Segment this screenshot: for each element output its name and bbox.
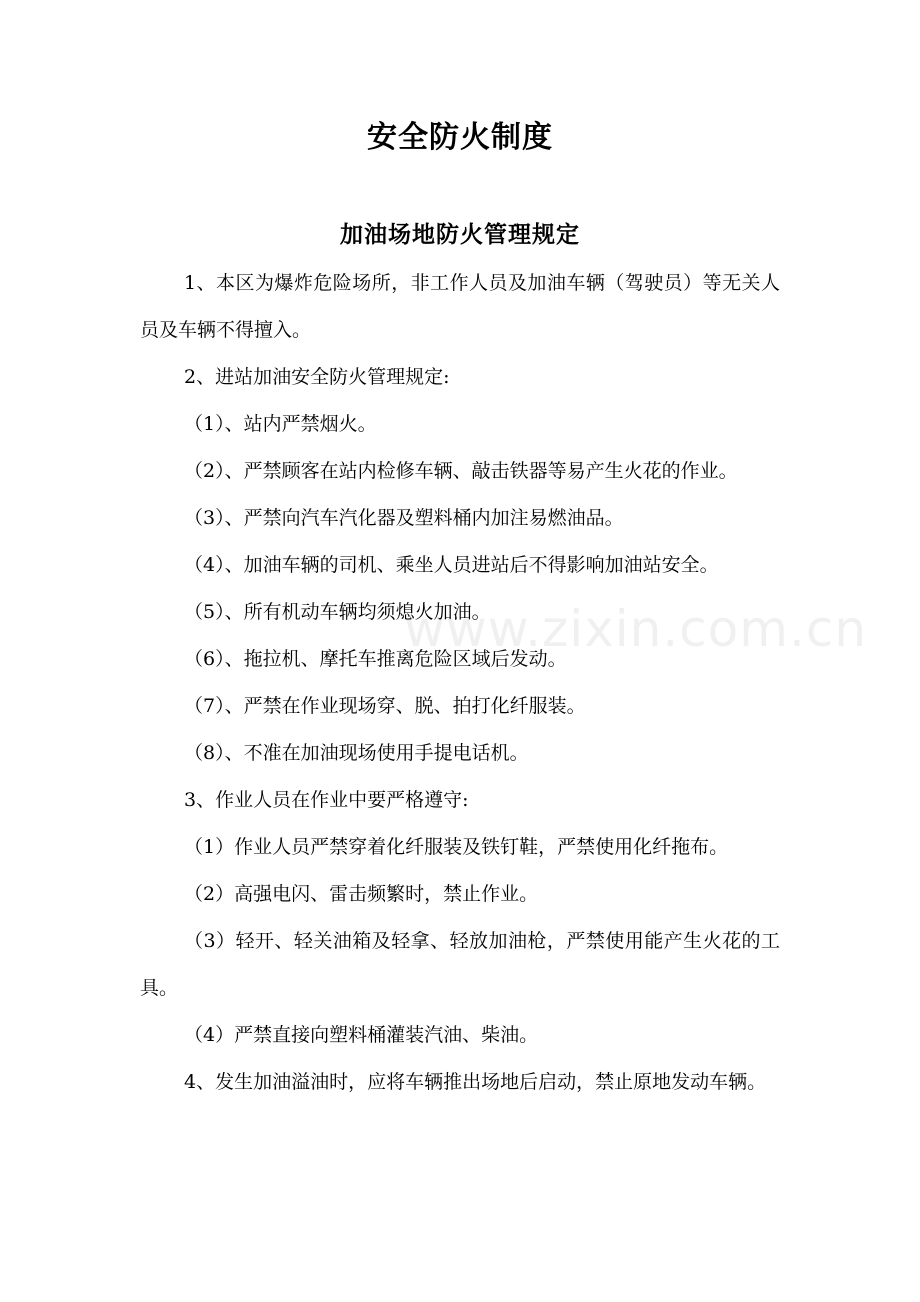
- list-item: （7）、严禁在作业现场穿、脱、拍打化纤服装。: [184, 695, 586, 717]
- list-item: （4）、加油车辆的司机、乘坐人员进站后不得影响加油站安全。: [184, 554, 719, 576]
- list-item: （5）、所有机动车辆均须熄火加油。: [184, 601, 491, 623]
- paragraph-rule-1: 1、本区为爆炸危险场所，非工作人员及加油车辆（驾驶员）等无关人员及车辆不得擅入。: [140, 272, 780, 341]
- watermark: www.zixin.com.cn: [404, 600, 868, 658]
- list-item: （4）严禁直接向塑料桶灌装汽油、柴油。: [184, 1024, 539, 1046]
- list-item: （3）轻开、轻关油箱及轻拿、轻放加油枪，严禁使用能产生火花的工具。: [140, 930, 780, 999]
- paragraph-rule-2: 2、进站加油安全防火管理规定:: [184, 366, 450, 388]
- document-title: 安全防火制度: [367, 120, 553, 155]
- list-item: （1）、站内严禁烟火。: [184, 413, 377, 435]
- document-body: [140, 260, 780, 1106]
- list-item: （2）高强电闪、雷击频繁时，禁止作业。: [184, 883, 539, 905]
- list-item: （6）、拖拉机、摩托车推离危险区域后发动。: [184, 648, 567, 670]
- list-item: （2）、严禁顾客在站内检修车辆、敲击铁器等易产生火花的作业。: [184, 460, 738, 482]
- list-item: （1）作业人员严禁穿着化纤服装及铁钉鞋，严禁使用化纤拖布。: [184, 836, 729, 858]
- list-item: （8）、不准在加油现场使用手提电话机。: [184, 742, 529, 764]
- section-subtitle: 加油场地防火管理规定: [340, 222, 580, 248]
- paragraph-rule-3: 3、作业人员在作业中要严格遵守:: [184, 789, 469, 811]
- paragraph-rule-4: 4、发生加油溢油时，应将车辆推出场地后启动，禁止原地发动车辆。: [184, 1071, 767, 1093]
- list-item: （3）、严禁向汽车汽化器及塑料桶内加注易燃油品。: [184, 507, 624, 529]
